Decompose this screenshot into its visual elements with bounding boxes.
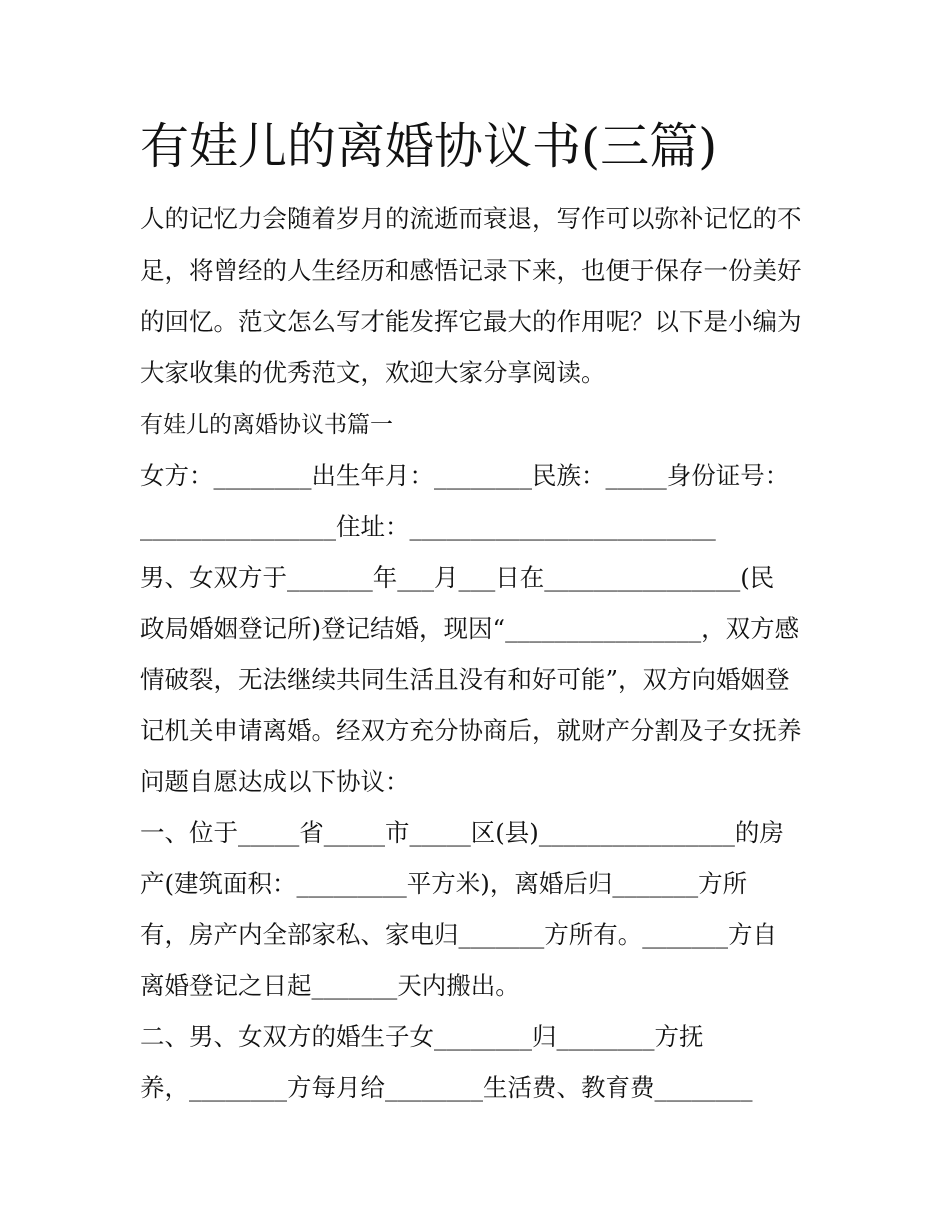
body-line: 养，________方每月给________生活费、教育费________	[140, 1073, 753, 1102]
body-line: 政局婚姻登记所)登记结婚，现因“________________，双方感	[140, 614, 800, 643]
body-line: 记机关申请离婚。经双方充分协商后，就财产分割及子女抚养	[140, 716, 802, 745]
body-line: ________________住址：_________________________	[140, 512, 716, 541]
body-line: 女方：________出生年月：________民族：_____身份证号：	[140, 461, 790, 490]
section-heading: 有娃儿的离婚协议书篇一	[140, 412, 393, 438]
body-line: 问题自愿达成以下协议：	[140, 767, 410, 796]
intro-line: 的回忆。范文怎么写才能发挥它最大的作用呢？以下是小编为	[140, 307, 802, 336]
body-line: 一、位于_____省_____市_____区(县)________________的房	[140, 818, 784, 847]
body-line: 产(建筑面积：_________平方米)，离婚后归_______方所	[140, 869, 748, 898]
body-line: 有，房产内全部家私、家电归_______方所有。_______方自	[140, 920, 777, 949]
body-line: 男、女双方于_______年___月___日在________________(民	[140, 563, 775, 592]
intro-line: 足，将曾经的人生经历和感悟记录下来，也便于保存一份美好	[140, 256, 802, 285]
intro-line: 人的记忆力会随着岁月的流逝而衰退，写作可以弥补记忆的不	[140, 204, 802, 233]
body-line: 情破裂，无法继续共同生活且没有和好可能”，双方向婚姻登	[140, 665, 790, 694]
document-title: 有娃儿的离婚协议书(三篇)	[140, 118, 718, 175]
body-line: 二、男、女双方的婚生子女________归________方抚	[140, 1022, 704, 1051]
body-line: 离婚登记之日起_______天内搬出。	[140, 971, 520, 1000]
intro-line: 大家收集的优秀范文，欢迎大家分享阅读。	[140, 358, 606, 387]
